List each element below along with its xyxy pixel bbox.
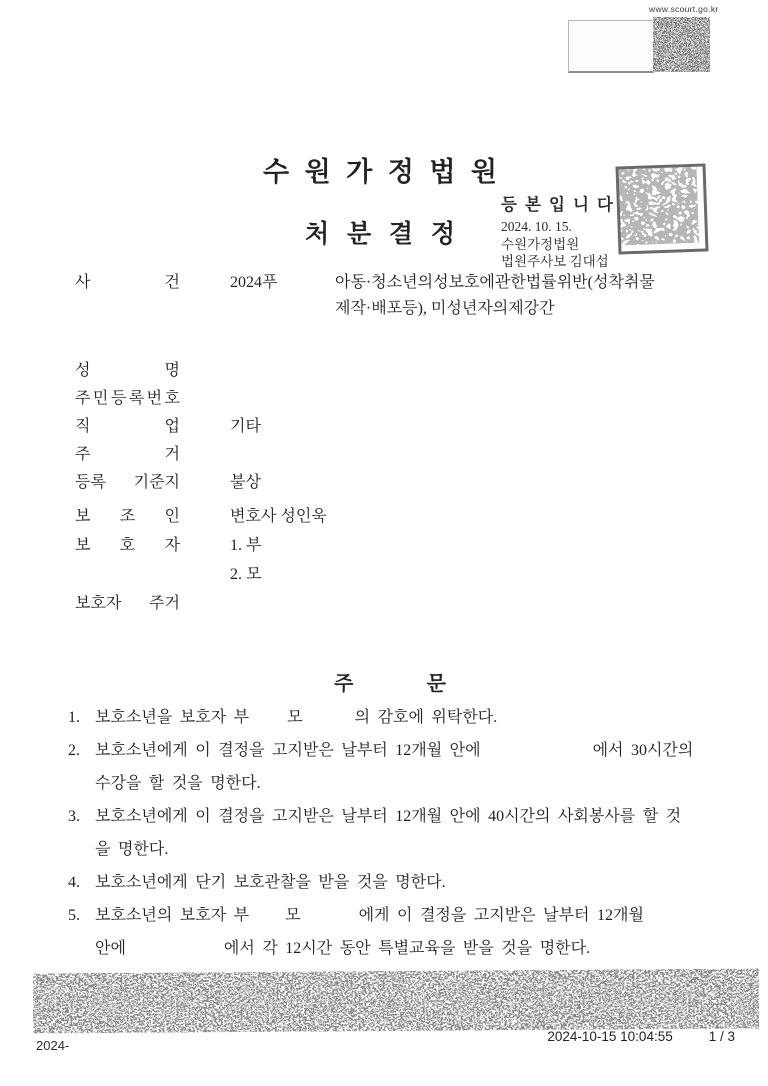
case-field-row	[75, 504, 735, 530]
court-website-url: www.scourt.go.kr	[649, 4, 719, 14]
redaction-noise-block	[653, 17, 710, 72]
redacted-blank	[249, 721, 287, 722]
order-section-heading: 주 문	[334, 673, 446, 695]
footer-page-indicator: 1 / 3	[708, 1029, 735, 1044]
case-info-section	[75, 270, 735, 619]
field-label: 보 호 자	[75, 537, 180, 554]
field-value: 기타	[230, 418, 261, 435]
field-label: 사 건	[75, 274, 180, 291]
order-item-number: 1.	[68, 709, 80, 726]
field-label: 보호자 주거	[75, 595, 180, 612]
certification-officer: 법원주사보 김대섭	[501, 254, 609, 269]
order-section	[68, 701, 722, 965]
redaction-noise-bar	[33, 968, 759, 1033]
field-label: 주 민 등 록 번 호	[75, 390, 180, 407]
footer-meta	[547, 1029, 735, 1044]
case-field-row	[75, 533, 735, 559]
order-item: 5. 보호소년의 보호자 부 모 에게 이 결정을 고지받은 날부터 12개월 안에 에서 각 12시간 동안 특별교육을 받을 것을 명한다.	[68, 899, 722, 965]
order-item-number: 3.	[68, 808, 80, 825]
redacted-blank	[301, 919, 359, 920]
certification-court: 수원가정법원	[501, 236, 580, 252]
order-item: 2. 보호소년에게 이 결정을 고지받은 날부터 12개월 안에 에서 30시간의 수강을 할 것을 명한다.	[68, 734, 722, 800]
case-field-row	[75, 562, 735, 588]
redacted-blank	[126, 952, 224, 953]
order-item-number: 5.	[68, 907, 80, 924]
certification-block	[501, 191, 613, 271]
order-item: 4. 보호소년에게 단기 보호관찰을 받을 것을 명한다.	[68, 866, 722, 899]
case-field-row	[75, 358, 735, 384]
redacted-blank	[303, 721, 355, 722]
order-item-number: 2.	[68, 742, 80, 759]
order-item-number: 4.	[68, 874, 80, 891]
field-label: 직 업	[75, 418, 180, 435]
footer-print-timestamp: 2024-10-15 10:04:55	[547, 1029, 673, 1044]
certification-date: 2024. 10. 15.	[501, 219, 572, 234]
document-title: 처 분 결 정	[305, 221, 455, 248]
field-value: 1. 부	[230, 537, 262, 554]
case-field-row	[75, 414, 735, 440]
field-label: 등록 기준지	[75, 474, 180, 491]
field-label: 주 거	[75, 446, 180, 463]
redacted-blank	[249, 919, 285, 920]
official-seal-stamp	[615, 163, 708, 254]
case-field-row	[75, 470, 735, 496]
field-label: 성 명	[75, 362, 180, 379]
field-value: 불상	[230, 474, 261, 491]
court-name-title: 수 원 가 정 법 원	[263, 157, 497, 187]
footer-case-reference: 2024-	[36, 1038, 70, 1053]
blank-label-box	[568, 20, 654, 73]
field-value: 2024푸	[230, 274, 278, 291]
field-value: 변호사 성인욱	[230, 508, 327, 525]
case-field-row	[75, 386, 735, 412]
case-field-row	[75, 270, 735, 322]
order-item: 1. 보호소년을 보호자 부 모 의 감호에 위탁한다.	[68, 701, 722, 734]
field-charge-description: 아동·청소년의성보호에관한법률위반(성착취물 제작·배포등), 미성년자의제강간	[335, 274, 655, 317]
order-item: 3. 보호소년에게 이 결정을 고지받은 날부터 12개월 안에 40시간의 사회봉사를 할 것 을 명한다.	[68, 800, 722, 866]
field-label: 보 조 인	[75, 508, 180, 525]
certified-copy-label: 등 본 입 니 다	[501, 195, 613, 214]
field-value: 2. 모	[230, 566, 262, 583]
case-field-row	[75, 442, 735, 468]
redacted-blank	[481, 754, 593, 755]
case-field-row	[75, 591, 735, 617]
